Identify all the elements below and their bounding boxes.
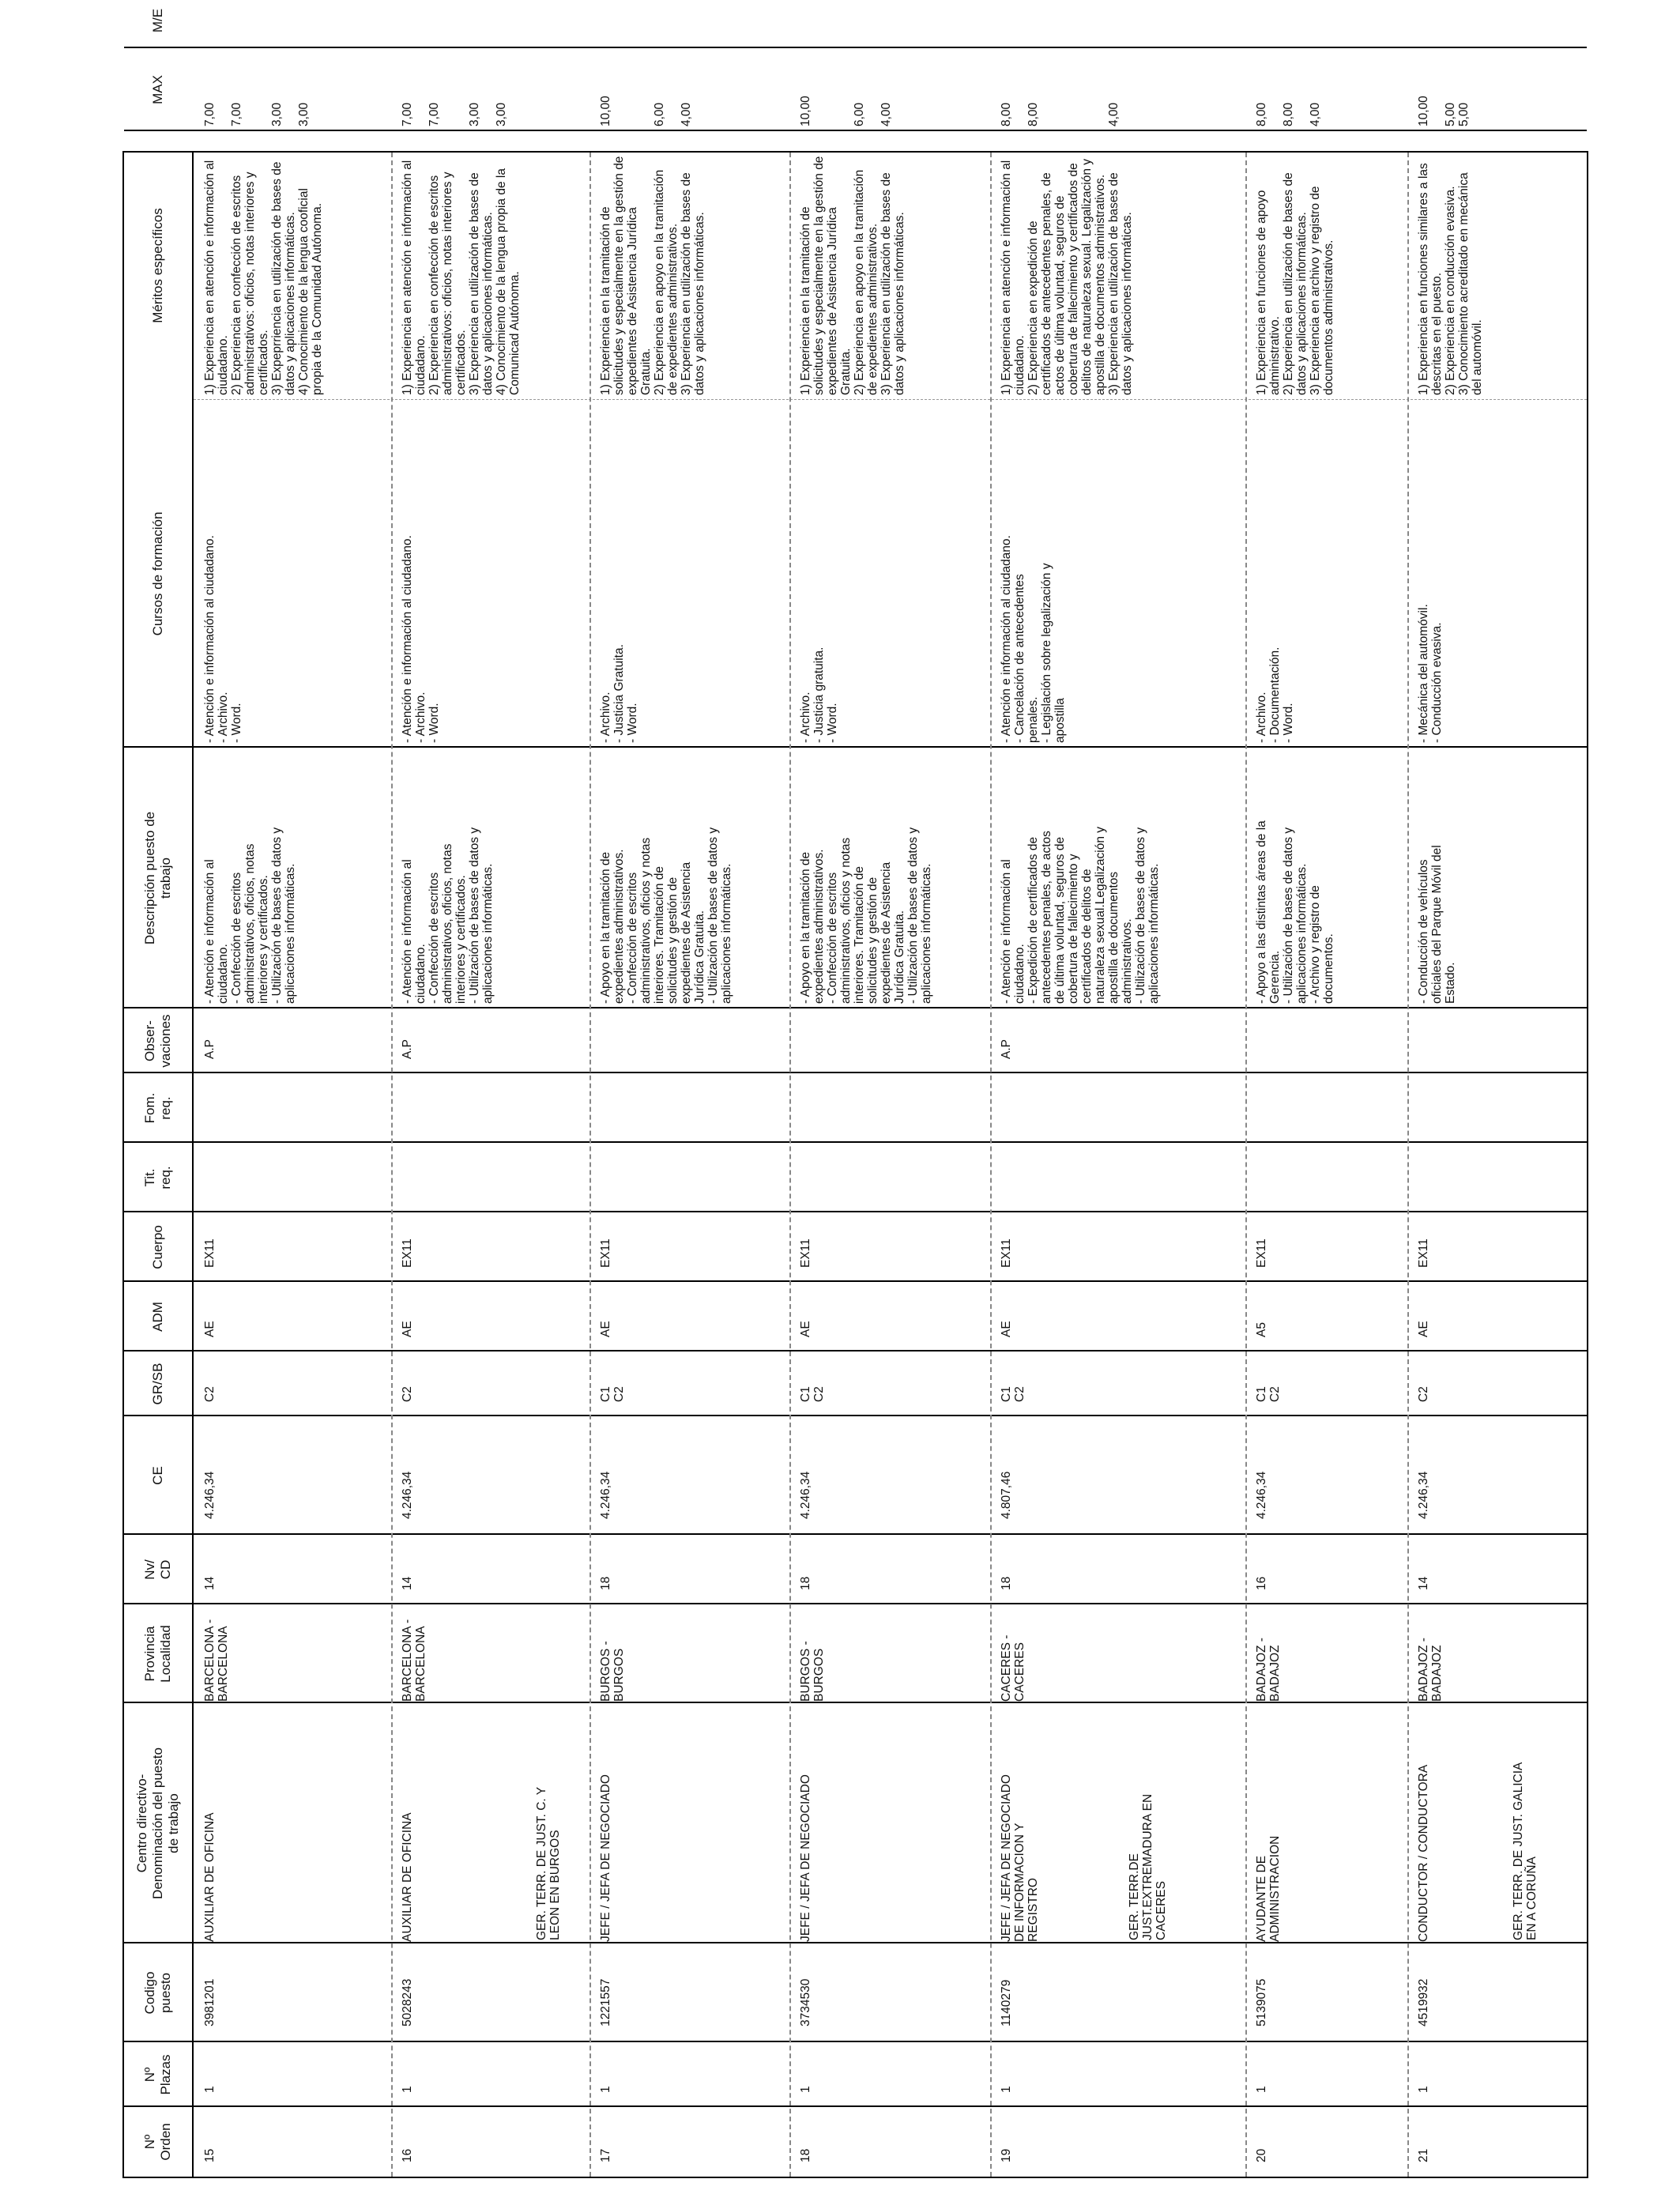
cell-centro: AUXILIAR DE OFICINA (401, 1812, 414, 1942)
cell-cuerpo: EX11 (203, 1238, 217, 1268)
cell-plazas: 1 (599, 2086, 612, 2093)
cell-cursos: - Atención e información al ciudadano. - Cancelación de antecedentes penales. - Legislación sobre legalización y apostilla (1000, 535, 1067, 743)
cell-codigo: 1140279 (1000, 1979, 1013, 2026)
cell-plazas: 1 (401, 2086, 414, 2093)
column-divider (124, 746, 1587, 748)
cell-orden: 21 (1417, 2148, 1430, 2162)
cell-meritos: 1) Experiencia en funciones de apoyo administrativo. 2) Experiencia en utilización de bases de datos y aplicaciones informáticas. 3) Experiencia en archivo y registro de documentos administrativos. (1255, 172, 1335, 395)
cell-grsb: C1 C2 (1255, 1386, 1282, 1402)
cell-desc: - Conducción de vehículos oficiales del Parque Móvil del Estado. (1417, 845, 1457, 1004)
cell-provincia: BURGOS - BURGOS (799, 1641, 826, 1702)
cell-max: 7,00 7,00 3,00 3,00 (401, 102, 508, 126)
row-separator (1407, 153, 1409, 2177)
cell-provincia: BURGOS - BURGOS (599, 1641, 626, 1702)
cell-max: 10,00 6,00 4,00 (799, 96, 893, 126)
row-separator (789, 153, 791, 2177)
cell-nivel: 18 (1000, 1576, 1013, 1590)
cell-nivel: 18 (599, 1576, 612, 1590)
cell-orden: 18 (799, 2148, 812, 2162)
cell-codigo: 3981201 (203, 1978, 217, 2026)
cell-centro: JEFE / JEFA DE NEGOCIADO DE INFORMACION Y REGISTRO (1000, 1774, 1040, 1942)
column-divider (124, 130, 1587, 131)
cell-plazas: 1 (1255, 2086, 1268, 2093)
header-orden: Nº Orden (142, 2123, 173, 2161)
header-cursos: Cursos de formación (150, 511, 165, 636)
cell-provincia: BARCELONA - BARCELONA (401, 1619, 428, 1702)
column-divider (124, 1603, 1587, 1604)
cell-desc: - Apoyo en la tramitación de expedientes administrativos. - Confección de escritos administrativos, oficios y notas interiores. Tramitación de solicitudes y gestión de expedientes de Asistencia Jurídica Gratuita. - Utilización de bases de datos y aplicaciones informáticas. (599, 827, 733, 1004)
cell-centro: AYUDANTE DE ADMINISTRACION (1255, 1835, 1282, 1942)
header-meritos: Méritos específicos (150, 208, 165, 323)
cell-desc: - Apoyo en la tramitación de expedientes administrativos. - Confección de escritos administrativos, oficios y notas interiores. Tramitación de solicitudes y gestión de expedientes de Asistencia Jurídica Gratuita. - Utilización de bases de datos y aplicaciones informáticas. (799, 827, 933, 1004)
cell-ce: 4.246,34 (799, 1471, 812, 1519)
cell-max: 10,00 6,00 4,00 (599, 96, 693, 126)
column-divider (124, 2105, 1587, 2107)
cell-cursos: - Archivo. - Documentación. - Word. (1255, 647, 1295, 743)
header-tit: Tit. req. (142, 1166, 173, 1189)
cell-max: 7,00 7,00 3,00 3,00 (203, 102, 311, 126)
column-divider (124, 1533, 1587, 1535)
header-desc: Descripción puesto de trabajo (142, 811, 173, 945)
plazas-table (122, 8, 1588, 2178)
cell-cursos: - Archivo. - Justicia Gratuita. - Word. (599, 644, 639, 743)
cell-ce: 4.246,34 (1255, 1471, 1268, 1519)
cell-ce: 4.246,34 (203, 1471, 217, 1519)
column-divider (124, 1072, 1587, 1073)
cell-orden: 19 (1000, 2148, 1013, 2162)
header-ce: CE (150, 1466, 165, 1485)
column-divider (124, 1141, 1587, 1143)
header-nivel: Nv/ CD (142, 1559, 173, 1580)
column-divider (124, 1942, 1587, 1943)
header-adm: ADM (150, 1302, 165, 1332)
cell-obs: A.P (1000, 1039, 1013, 1059)
header-max: MAX (150, 75, 165, 104)
cell-plazas: 1 (799, 2086, 812, 2093)
cell-centro: AUXILIAR DE OFICINA (203, 1812, 217, 1942)
cell-adm: AE (1417, 1321, 1430, 1337)
row-separator (590, 153, 591, 2177)
cell-nivel: 18 (799, 1576, 812, 1590)
cell-adm: AE (203, 1321, 217, 1337)
column-divider (124, 1007, 1587, 1008)
cell-provincia: BADAJOZ - BADAJOZ (1417, 1638, 1444, 1702)
column-divider (124, 1350, 1587, 1351)
cell-plazas: 1 (1000, 2086, 1013, 2093)
cell-centro: JEFE / JEFA DE NEGOCIADO (799, 1774, 812, 1942)
cell-cursos: - Atención e información al ciudadano. - Archivo. - Word. (401, 535, 441, 743)
header-cuerpo: Cuerpo (150, 1225, 165, 1269)
header-provincia: Provincia Localidad (142, 1625, 173, 1683)
cell-plazas: 1 (1417, 2086, 1430, 2093)
gerencia-heading: GER. TERR.DE JUST.EXTREMADURA EN CACERES (1128, 1793, 1168, 1940)
column-divider (194, 399, 1587, 400)
cell-adm: AE (599, 1321, 612, 1337)
row-separator (391, 153, 393, 2177)
cell-provincia: CACERES - CACERES (1000, 1634, 1026, 1702)
row-separator (1245, 153, 1247, 2177)
header-codigo: Codigo puesto (142, 1971, 173, 2015)
cell-codigo: 1221557 (599, 1978, 612, 2026)
cell-provincia: BARCELONA - BARCELONA (203, 1619, 230, 1702)
cell-ce: 4.807,46 (1000, 1471, 1013, 1519)
cell-meritos: 1) Experiencia en la tramitación de solicitudes y especialmente en la gestión de expedientes de Asistencia Jurídica Gratuita. 2) Experiencia en apoyo en la tramitación de expedientes administrativos. 3) Experiencia en utilización de bases de datos y aplicaciones informáticas. (599, 156, 706, 395)
cell-provincia: BADAJOZ - BADAJOZ (1255, 1638, 1282, 1702)
cell-cuerpo: EX11 (1000, 1238, 1013, 1268)
cell-desc: - Atención e información al ciudadano. - Expedición de certificados de antecedentes penales, de actos de última voluntad, seguros de cobertura de fallecimiento y certificados de delitos de naturaleza sexual.Legalización y apostilla de documentos administrativos. - Utilización de bases de datos y aplicaciones informáticas. (1000, 826, 1161, 1004)
cell-nivel: 16 (1255, 1576, 1268, 1590)
cell-plazas: 1 (203, 2086, 217, 2093)
cell-desc: - Atención e información al ciudadano. - Confección de escritos administrativos, oficios, notas interiores y certificados. - Utilización de bases de datos y aplicaciones informáticas. (203, 827, 297, 1004)
column-divider (124, 1211, 1587, 1212)
cell-meritos: 1) Experiencia en funciones similares a las descritas en el puesto. 2) Experiencia en conducción evasiva. 3) Conocimiento acreditado en mecánica del automóvil. (1417, 163, 1484, 395)
cell-grsb: C1 C2 (599, 1386, 626, 1402)
cell-meritos: 1) Experiencia en la tramitación de solicitudes y especialmente en la gestión de expedientes de Asistencia Jurídica Gratuita. 2) Experiencia en apoyo en la tramitación de expedientes administrativos. 3) Experiencia en utilización de bases de datos y aplicaciones informáticas. (799, 156, 906, 395)
cell-orden: 16 (401, 2148, 414, 2162)
cell-centro: CONDUCTOR / CONDUCTORA (1417, 1764, 1430, 1942)
cell-orden: 17 (599, 2148, 612, 2162)
cell-cuerpo: EX11 (401, 1238, 414, 1268)
column-divider (124, 47, 1587, 48)
cell-adm: AE (1000, 1321, 1013, 1337)
gerencia-heading: GER. TERR. DE JUST. GALICIA EN A CORUÑA (1512, 1762, 1539, 1940)
header-grsb: GR/SB (150, 1363, 165, 1405)
cell-codigo: 3734530 (799, 1978, 812, 2026)
cell-orden: 15 (203, 2148, 217, 2162)
cell-cuerpo: EX11 (1255, 1238, 1268, 1268)
cell-max: 10,00 5,00 5,00 (1417, 96, 1471, 126)
cell-nivel: 14 (203, 1576, 217, 1590)
cell-meritos: 1) Experiencia en atención e información al ciudadano. 2) Experiencia en confección de escritos administrativos: oficios, notas interiores y certificados. 3) Experiencia en utilización de bases de datos y aplicaciones informáticas. 4) Conocimiento de la lengua propia de la Comunicad Autónoma. (401, 160, 522, 395)
cell-cuerpo: EX11 (599, 1238, 612, 1268)
row-separator (990, 153, 992, 2177)
header-obs: Obser- vaciones (142, 1014, 173, 1068)
cell-meritos: 1) Experiencia en atención e información al ciudadano. 2) Experiencia en confección de escritos administrativos: oficios, notas interiores y certificados. 3) Expeprriencia en utilización de bases de datos y aplicaciones informáticas. 4) Conocimiento de la lengua cooficial propia de la Comunidad Autónoma. (203, 160, 324, 395)
cell-adm: AE (401, 1321, 414, 1337)
cell-grsb: C1 C2 (799, 1386, 826, 1402)
cell-orden: 20 (1255, 2148, 1268, 2162)
table-header (124, 8, 194, 2177)
cell-obs: A.P (401, 1039, 414, 1059)
cell-cursos: - Mecánica del automóvil. - Conducción evasiva. (1417, 604, 1444, 743)
cell-grsb: C2 (203, 1386, 217, 1402)
column-divider (124, 1280, 1587, 1282)
cell-nivel: 14 (401, 1576, 414, 1590)
cell-adm: AE (799, 1321, 812, 1337)
cell-codigo: 5139075 (1255, 1978, 1268, 2026)
cell-ce: 4.246,34 (1417, 1471, 1430, 1519)
header-me: M/E (150, 8, 165, 33)
cell-ce: 4.246,34 (599, 1471, 612, 1519)
cell-obs: A.P (203, 1039, 217, 1059)
cell-grsb: C2 (1417, 1386, 1430, 1402)
cell-grsb: C1 C2 (1000, 1386, 1026, 1402)
gerencia-heading: GER. TERR. DE JUST. C. Y LEON EN BURGOS (535, 1786, 562, 1940)
header-centro: Centro directivo- Denominación del puesto de trabajo (134, 1747, 181, 1899)
cell-adm: A5 (1255, 1322, 1268, 1337)
header-form: Fom. req. (142, 1092, 173, 1124)
cell-max: 8,00 8,00 4,00 (1255, 102, 1322, 126)
cell-cuerpo: EX11 (799, 1238, 812, 1268)
cell-cuerpo: EX11 (1417, 1238, 1430, 1268)
column-divider (124, 1415, 1587, 1416)
cell-meritos: 1) Experiencia en atención e información al ciudadano. 2) Experiencia en expedición de certificados de antecedentes penales, de actos de última voluntad, seguros de cobertura de fallecimiento y certificados de delitos de naturaleza sexual. Legalización y apostilla de documentos administrativos. 3) Experiencia en utilización de bases de datos y aplicaciones informáticas. (1000, 159, 1134, 395)
cell-codigo: 4519932 (1417, 1978, 1430, 2026)
cell-ce: 4.246,34 (401, 1471, 414, 1519)
cell-max: 8,00 8,00 4,00 (1000, 102, 1121, 126)
cell-centro: JEFE / JEFA DE NEGOCIADO (599, 1774, 612, 1942)
cell-codigo: 5028243 (401, 1978, 414, 2026)
cell-nivel: 14 (1417, 1576, 1430, 1590)
header-plazas: Nº Plazas (142, 2054, 173, 2095)
column-divider (124, 2041, 1587, 2042)
column-divider (124, 1702, 1587, 1703)
cell-cursos: - Archivo. - Justicia gratuita. - Word. (799, 647, 839, 743)
cell-desc: - Atención e información al ciudadano. - Confección de escritos administrativos, oficios, notas interiores y certificados. - Utilización de bases de datos y aplicaciones informáticas. (401, 827, 495, 1004)
cell-cursos: - Atención e información al ciudadano. - Archivo. - Word. (203, 535, 243, 743)
cell-desc: - Apoyo a las distintas áreas de la Gerencia. - Utilización de bases de datos y aplicaciones informáticas. - Archivo y registro de documentos. (1255, 820, 1335, 1004)
cell-grsb: C2 (401, 1386, 414, 1402)
